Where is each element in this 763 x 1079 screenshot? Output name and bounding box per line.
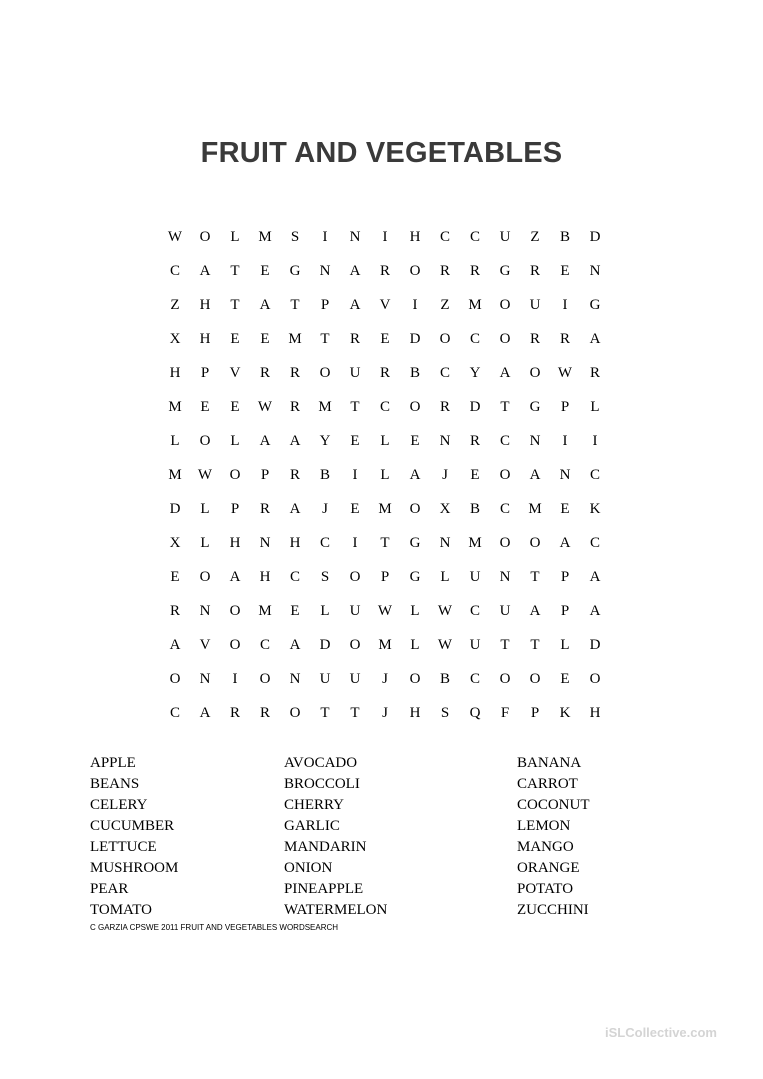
grid-letter: E (230, 330, 240, 347)
grid-letter: L (170, 432, 180, 449)
grid-letter: T (380, 534, 390, 551)
grid-letter: N (199, 670, 211, 687)
word-list-item: GARLIC (284, 818, 340, 834)
grid-letter: U (499, 602, 511, 619)
grid-letter: E (560, 500, 570, 517)
grid-letter: M (378, 636, 392, 653)
word-list-item: BANANA (517, 755, 582, 771)
grid-letter: U (499, 228, 511, 245)
grid-letter: N (559, 466, 571, 483)
grid-letter: I (352, 466, 358, 483)
grid-letter: R (169, 602, 180, 619)
grid-letter: J (322, 500, 328, 517)
word-list-item: CHERRY (284, 797, 345, 813)
grid-letter: O (199, 568, 211, 585)
grid-letter: E (380, 330, 390, 347)
grid-letter: L (380, 432, 390, 449)
grid-letter: U (529, 296, 541, 313)
grid-letter: O (199, 228, 211, 245)
grid-letter: A (529, 602, 541, 619)
grid-letter: R (529, 330, 540, 347)
grid-letter: U (349, 602, 361, 619)
grid-letter: N (289, 670, 301, 687)
grid-letter: R (289, 398, 300, 415)
grid-letter: M (378, 500, 392, 517)
word-list-item: BEANS (90, 776, 140, 792)
grid-letter: X (169, 330, 181, 347)
grid-letter: A (589, 568, 601, 585)
grid-letter: W (557, 364, 573, 381)
grid-letter: R (589, 364, 600, 381)
grid-letter: O (229, 636, 241, 653)
grid-letter: O (319, 364, 331, 381)
grid-letter: U (469, 636, 481, 653)
word-list-item: MUSHROOM (90, 860, 179, 876)
grid-letter: E (350, 432, 360, 449)
grid-letter: T (350, 704, 360, 721)
grid-letter: D (589, 636, 601, 653)
grid-letter: P (230, 500, 240, 517)
grid-letter: M (468, 534, 482, 551)
grid-letter: P (380, 568, 390, 585)
grid-letter: B (409, 364, 420, 381)
grid-letter: O (499, 330, 511, 347)
grid-letter: R (529, 262, 540, 279)
grid-letter: O (499, 534, 511, 551)
grid-letter: E (470, 466, 480, 483)
grid-letter: U (349, 364, 361, 381)
word-list-item: TOMATO (90, 902, 152, 918)
grid-letter: L (590, 398, 600, 415)
grid-letter: O (169, 670, 181, 687)
grid-letter: P (200, 364, 210, 381)
worksheet-title: FRUIT AND VEGETABLES (200, 137, 563, 169)
grid-letter: E (290, 602, 300, 619)
word-list-item: LEMON (517, 818, 571, 834)
grid-letter: O (229, 466, 241, 483)
word-list (0, 753, 763, 923)
grid-letter: I (382, 228, 388, 245)
grid-letter: R (559, 330, 570, 347)
grid-letter: G (499, 262, 511, 279)
grid-letter: C (319, 534, 330, 551)
grid-letter: P (530, 704, 540, 721)
grid-letter: I (232, 670, 238, 687)
grid-letter: H (259, 568, 271, 585)
grid-letter: L (320, 602, 330, 619)
grid-letter: N (349, 228, 361, 245)
grid-letter: L (410, 602, 420, 619)
grid-letter: F (500, 704, 510, 721)
grid-letter: C (169, 262, 180, 279)
grid-letter: H (229, 534, 241, 551)
grid-letter: A (499, 364, 511, 381)
grid-letter: E (260, 330, 270, 347)
grid-letter: U (319, 670, 331, 687)
grid-letter: M (258, 228, 272, 245)
letter-grid (160, 220, 610, 730)
grid-letter: R (259, 364, 270, 381)
grid-letter: N (319, 262, 331, 279)
grid-letter: O (409, 262, 421, 279)
grid-letter: A (199, 704, 211, 721)
footer-credit: C GARZIA CPSWE 2011 FRUIT AND VEGETABLES WORDSEARCH (90, 923, 339, 932)
grid-letter: R (439, 262, 450, 279)
grid-letter: J (382, 704, 388, 721)
grid-letter: M (318, 398, 332, 415)
grid-letter: W (437, 602, 453, 619)
word-list-item: CARROT (517, 776, 578, 792)
word-list-item: WATERMELON (284, 902, 388, 918)
grid-letter: O (229, 602, 241, 619)
grid-letter: Q (469, 704, 481, 721)
grid-letter: E (560, 262, 570, 279)
grid-letter: C (469, 228, 480, 245)
grid-letter: T (500, 636, 510, 653)
grid-letter: L (230, 432, 240, 449)
grid-letter: M (468, 296, 482, 313)
grid-letter: R (289, 364, 300, 381)
grid-letter: O (529, 364, 541, 381)
grid-letter: L (560, 636, 570, 653)
word-list-item: POTATO (517, 881, 574, 897)
grid-letter: N (439, 432, 451, 449)
grid-letter: C (379, 398, 390, 415)
grid-letter: O (439, 330, 451, 347)
grid-letter: Z (530, 228, 540, 245)
grid-letter: S (440, 704, 450, 721)
grid-letter: B (439, 670, 450, 687)
grid-letter: U (469, 568, 481, 585)
grid-letter: A (169, 636, 181, 653)
grid-letter: W (197, 466, 213, 483)
grid-letter: O (409, 398, 421, 415)
word-list-column (90, 753, 178, 921)
grid-letter: X (439, 500, 451, 517)
word-list-item: ONION (284, 860, 333, 876)
grid-letter: O (199, 432, 211, 449)
grid-letter: L (230, 228, 240, 245)
grid-letter: D (469, 398, 481, 415)
grid-letter: C (259, 636, 270, 653)
grid-letter: O (529, 534, 541, 551)
grid-letter: A (229, 568, 241, 585)
grid-letter: K (589, 500, 601, 517)
grid-letter: O (499, 296, 511, 313)
grid-letter: W (167, 228, 183, 245)
grid-letter: O (349, 568, 361, 585)
grid-letter: H (199, 296, 211, 313)
grid-letter: I (412, 296, 418, 313)
grid-letter: A (289, 636, 301, 653)
grid-letter: V (229, 364, 241, 381)
grid-letter: P (560, 398, 570, 415)
grid-letter: O (409, 670, 421, 687)
grid-letter: A (349, 262, 361, 279)
grid-letter: Z (440, 296, 450, 313)
grid-letter: C (469, 602, 480, 619)
grid-letter: Y (469, 364, 481, 381)
grid-letter: H (289, 534, 301, 551)
word-list-item: MANGO (517, 839, 574, 855)
grid-letter: M (528, 500, 542, 517)
grid-letter: E (200, 398, 210, 415)
word-list-item: PEAR (90, 881, 129, 897)
grid-letter: T (230, 296, 240, 313)
grid-letter: B (559, 228, 570, 245)
grid-letter: O (259, 670, 271, 687)
grid-letter: I (562, 296, 568, 313)
grid-letter: V (199, 636, 211, 653)
grid-letter: Z (170, 296, 180, 313)
grid-letter: T (350, 398, 360, 415)
grid-letter: A (529, 466, 541, 483)
grid-letter: P (560, 568, 570, 585)
grid-letter: O (349, 636, 361, 653)
word-list-item: AVOCADO (284, 755, 358, 771)
grid-letter: M (168, 398, 182, 415)
grid-letter: N (589, 262, 601, 279)
word-list-column (517, 753, 590, 921)
grid-letter: K (559, 704, 571, 721)
grid-letter: H (199, 330, 211, 347)
grid-letter: P (320, 296, 330, 313)
grid-letter: C (499, 432, 510, 449)
grid-letter: W (377, 602, 393, 619)
grid-letter: B (319, 466, 330, 483)
grid-letter: C (499, 500, 510, 517)
grid-letter: T (320, 704, 330, 721)
grid-letter: R (439, 398, 450, 415)
word-list-item: MANDARIN (284, 839, 367, 855)
grid-letter: V (379, 296, 391, 313)
grid-letter: E (230, 398, 240, 415)
grid-letter: C (469, 670, 480, 687)
grid-letter: G (289, 262, 301, 279)
grid-letter: D (319, 636, 331, 653)
grid-letter: N (199, 602, 211, 619)
grid-letter: R (349, 330, 360, 347)
grid-letter: C (169, 704, 180, 721)
grid-letter: R (259, 704, 270, 721)
grid-letter: I (562, 432, 568, 449)
grid-letter: A (259, 296, 271, 313)
grid-letter: T (530, 636, 540, 653)
grid-letter: Y (319, 432, 331, 449)
grid-letter: H (409, 228, 421, 245)
grid-letter: R (469, 432, 480, 449)
grid-letter: A (589, 330, 601, 347)
grid-letter: O (499, 466, 511, 483)
grid-letter: J (382, 670, 388, 687)
grid-letter: O (589, 670, 601, 687)
grid-letter: S (320, 568, 330, 585)
grid-letter: E (260, 262, 270, 279)
grid-letter: H (409, 704, 421, 721)
grid-letter: I (322, 228, 328, 245)
grid-letter: R (379, 364, 390, 381)
grid-letter: D (409, 330, 421, 347)
word-list-item: PINEAPPLE (284, 881, 364, 897)
grid-letter: T (230, 262, 240, 279)
grid-letter: M (258, 602, 272, 619)
word-list-item: ORANGE (517, 860, 580, 876)
grid-letter: I (352, 534, 358, 551)
grid-letter: G (409, 534, 421, 551)
grid-letter: D (589, 228, 601, 245)
grid-letter: R (469, 262, 480, 279)
grid-letter: G (589, 296, 601, 313)
word-list-item: ZUCCHINI (517, 902, 589, 918)
grid-letter: N (499, 568, 511, 585)
grid-letter: W (257, 398, 273, 415)
word-list-item: COCONUT (517, 797, 590, 813)
word-list-item: LETTUCE (90, 839, 157, 855)
grid-letter: C (439, 228, 450, 245)
grid-letter: C (439, 364, 450, 381)
grid-letter: C (589, 534, 600, 551)
grid-letter: P (260, 466, 270, 483)
grid-letter: C (469, 330, 480, 347)
grid-letter: A (289, 432, 301, 449)
grid-letter: E (350, 500, 360, 517)
grid-letter: O (499, 670, 511, 687)
grid-letter: O (289, 704, 301, 721)
grid-letter: S (290, 228, 300, 245)
grid-letter: D (169, 500, 181, 517)
grid-letter: N (529, 432, 541, 449)
grid-letter: A (409, 466, 421, 483)
grid-letter: G (409, 568, 421, 585)
grid-letter: H (169, 364, 181, 381)
grid-letter: C (289, 568, 300, 585)
grid-letter: O (409, 500, 421, 517)
grid-letter: O (529, 670, 541, 687)
grid-letter: L (380, 466, 390, 483)
grid-letter: N (439, 534, 451, 551)
grid-letter: A (289, 500, 301, 517)
grid-letter: U (349, 670, 361, 687)
site-watermark: iSLCollective.com (605, 1025, 717, 1040)
grid-letter: M (168, 466, 182, 483)
grid-letter: A (559, 534, 571, 551)
word-list-item: BROCCOLI (284, 776, 360, 792)
grid-letter: J (442, 466, 448, 483)
grid-letter: R (229, 704, 240, 721)
grid-letter: E (170, 568, 180, 585)
grid-letter: A (349, 296, 361, 313)
grid-letter: R (259, 500, 270, 517)
grid-letter: R (289, 466, 300, 483)
grid-letter: L (200, 534, 210, 551)
grid-letter: A (199, 262, 211, 279)
word-list-item: CUCUMBER (90, 818, 175, 834)
grid-letter: L (410, 636, 420, 653)
grid-letter: I (592, 432, 598, 449)
grid-letter: C (589, 466, 600, 483)
grid-letter: T (500, 398, 510, 415)
grid-letter: R (379, 262, 390, 279)
grid-letter: W (437, 636, 453, 653)
word-list-item: CELERY (90, 797, 148, 813)
grid-letter: N (259, 534, 271, 551)
grid-letter: H (589, 704, 601, 721)
grid-letter: B (469, 500, 480, 517)
grid-letter: T (530, 568, 540, 585)
grid-letter: E (410, 432, 420, 449)
grid-letter: L (200, 500, 210, 517)
grid-letter: P (560, 602, 570, 619)
grid-letter: T (290, 296, 300, 313)
grid-letter: A (589, 602, 601, 619)
grid-letter: E (560, 670, 570, 687)
grid-letter: M (288, 330, 302, 347)
word-list-column (284, 753, 387, 921)
grid-letter: T (320, 330, 330, 347)
grid-letter: L (440, 568, 450, 585)
word-list-item: APPLE (90, 755, 136, 771)
grid-letter: G (529, 398, 541, 415)
grid-letter: A (259, 432, 271, 449)
grid-letter: X (169, 534, 181, 551)
